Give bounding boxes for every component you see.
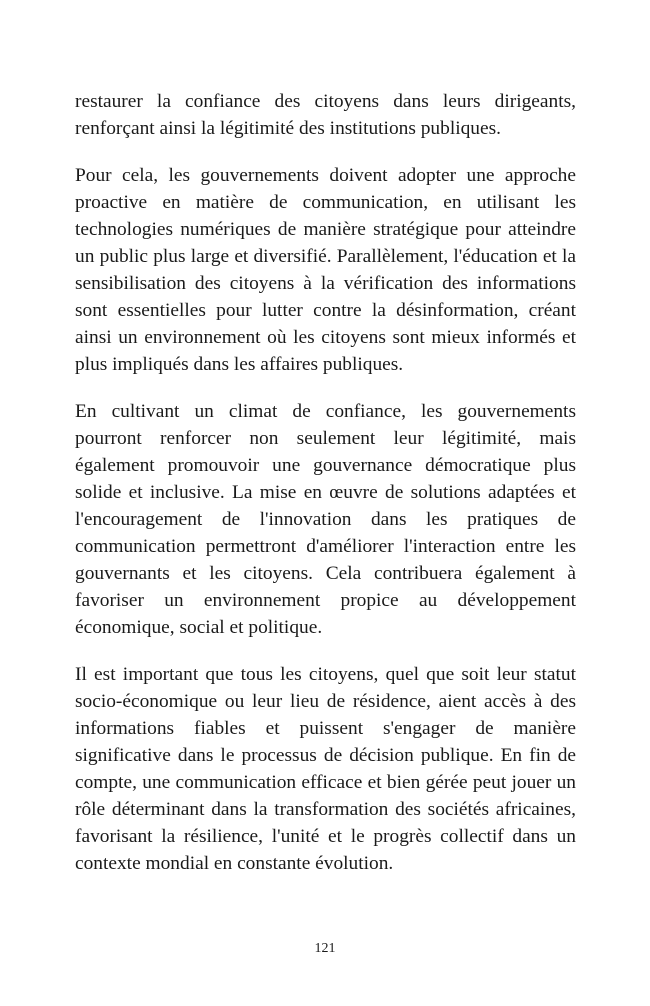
page-body [75, 88, 576, 877]
paragraph-2: Pour cela, les gouvernements doivent adopter une approche proactive en matière de communication, en utilisant les technologies numériques de manière stratégique pour atteindre un public plus large et diversifié. Parallèlement, l'éducation et la sensibilisation des citoyens à la vérification des informations sont essentielles pour lutter contre la désinformation, créant ainsi un environnement où les citoyens sont mieux informés et plus impliqués dans les affaires publiques. [75, 165, 576, 375]
paragraph-4: Il est important que tous les citoyens, quel que soit leur statut socio-économique ou leur lieu de résidence, aient accès à des informations fiables et puissent s'engager de manière significative dans le processus de décision publique. En fin de compte, une communication efficace et bien gérée peut jouer un rôle déterminant dans la transformation des sociétés africaines, favorisant la résilience, l'unité et le progrès collectif dans un contexte mondial en constante évolution. [75, 664, 576, 874]
paragraph-1: restaurer la confiance des citoyens dans leurs dirigeants, renforçant ainsi la légitimité des institutions publiques. [75, 91, 576, 139]
paragraph-3: En cultivant un climat de confiance, les gouvernements pourront renforcer non seulement leur légitimité, mais également promouvoir une gouvernance démocratique plus solide et inclusive. La mise en œuvre de solutions adaptées et l'encouragement de l'innovation dans les pratiques de communication permettront d'améliorer l'interaction entre les gouvernants et les citoyens. Cela contribuera également à favoriser un environnement propice au développement économique, social et politique. [75, 401, 576, 638]
page-number: 121 [314, 941, 336, 956]
